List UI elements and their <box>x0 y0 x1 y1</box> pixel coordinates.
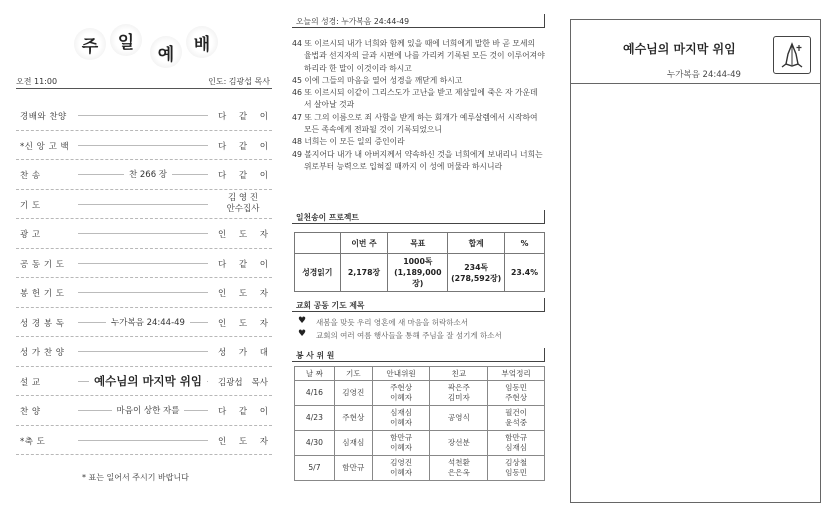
verse: 46 또 이르시되 이같이 그리스도가 고난을 받고 제삼일에 죽은 자 가운데서 살아날 것과 <box>292 88 538 110</box>
stand-note: * 표는 일어서 주시기 바랍니다 <box>82 473 189 482</box>
order-item-name: 경배와 찬양 <box>20 112 67 122</box>
name: 임동민 <box>505 383 528 392</box>
heart-icon: ♥ <box>298 329 307 339</box>
order-item-content-wrap <box>82 160 214 189</box>
verse: 44 또 이르시되 내가 너희와 함께 있을 때에 너희에게 말한 바 곧 모세의 율법과 선지자의 글과 시편에 나를 가리켜 기록된 모든 것이 이루어져야 하리라 한 말이 이것이라 하시고 <box>292 39 545 73</box>
name: 공영식 <box>447 413 470 422</box>
table-row <box>295 381 545 406</box>
list-item <box>16 396 272 426</box>
table-header: 안내위원 <box>372 367 430 381</box>
order-item-content-wrap <box>82 308 214 337</box>
list-item <box>298 317 543 330</box>
responder: 다 같 이 <box>218 141 268 152</box>
list-item <box>16 426 272 456</box>
worship-order-panel <box>14 10 272 500</box>
percent-value: 23.4% <box>505 254 545 292</box>
kitchen-cell <box>488 431 545 456</box>
name: 함만규 <box>505 433 528 442</box>
list-item <box>16 367 272 397</box>
table-row <box>295 254 545 292</box>
order-item-content: 누가복음 24:44-49 <box>106 316 190 328</box>
order-item-name: 성 경 봉 독 <box>20 318 65 329</box>
verse: 47 또 그의 이름으로 죄 사함을 받게 하는 회개가 예루살렘에서 시작하여 모든 족속에게 전파될 것이 기록되었으니 <box>292 112 538 135</box>
title-char: 예 <box>150 36 182 68</box>
order-item-content-wrap <box>82 426 214 455</box>
order-item-content-wrap <box>82 219 214 248</box>
total-cell <box>448 254 505 292</box>
order-item-content: 찬 266 장 <box>124 168 172 180</box>
info-panel <box>292 14 545 494</box>
order-item-content-wrap <box>82 337 214 366</box>
name: 김미자 <box>447 393 470 402</box>
list-item <box>16 190 272 220</box>
table-header: 날 짜 <box>295 367 335 381</box>
name: 석천환 <box>447 458 470 467</box>
usher-cell <box>372 406 430 431</box>
this-week-value: 2,178장 <box>340 254 388 292</box>
table-header: 이번 주 <box>340 233 388 254</box>
order-item-name: *축 도 <box>20 436 46 447</box>
kitchen-cell <box>488 456 545 481</box>
prayer-text: 새봄을 맞듯 우리 영혼에 새 마음을 허락하소서 <box>316 318 468 327</box>
row-label: 성경읽기 <box>295 254 341 292</box>
responder: 다 같 이 <box>218 171 268 181</box>
list-item <box>16 101 272 131</box>
kitchen-cell <box>488 406 545 431</box>
table-row <box>295 406 545 431</box>
order-item-name: 찬 양 <box>20 407 41 417</box>
list-item <box>16 308 272 338</box>
list-item <box>16 249 272 279</box>
order-item-content-wrap <box>82 249 214 278</box>
fellowship-cell <box>430 456 488 481</box>
order-item-name: 기 도 <box>20 200 41 211</box>
service-leader: 인도: 김광섭 목사 <box>208 77 270 86</box>
table-header <box>295 233 341 254</box>
usher-cell <box>372 456 430 481</box>
list-item <box>298 330 543 343</box>
prayer-heading <box>292 298 545 312</box>
service-info <box>16 73 272 89</box>
goal-value: 1000독 <box>403 257 433 266</box>
name: 윤석중 <box>505 418 528 427</box>
heart-icon: ♥ <box>298 316 307 326</box>
table-header: 목표 <box>388 233 448 254</box>
goal-cell <box>388 254 448 292</box>
date-cell: 4/30 <box>295 431 335 456</box>
name: 장선분 <box>447 438 470 447</box>
date-cell: 4/16 <box>295 381 335 406</box>
table-header: 친교 <box>430 367 488 381</box>
name: 이혜자 <box>390 443 413 452</box>
responder: 인 도 자 <box>218 318 268 329</box>
project-heading <box>292 210 545 224</box>
order-item-content: 예수님의 마지막 위임 <box>89 373 207 389</box>
sermon-title: 예수님의 마지막 위임 <box>623 42 736 56</box>
verse: 45 이에 그들의 마음을 열어 성경을 깨닫게 하시고 <box>292 75 463 85</box>
responder: 다 같 이 <box>218 259 268 270</box>
table-row <box>295 456 545 481</box>
date-cell: 5/7 <box>295 456 335 481</box>
praying-hands-icon <box>773 36 811 74</box>
order-item-content: 마음이 상한 자를 <box>112 404 185 416</box>
name: 필건이 <box>505 408 528 417</box>
scripture-heading <box>292 14 545 28</box>
name: 주현상 <box>390 383 413 392</box>
table-header: 합계 <box>448 233 505 254</box>
order-item-content-wrap <box>82 101 214 130</box>
order-list <box>16 101 272 455</box>
prayer-cell: 함만규 <box>334 456 372 481</box>
prayer-cell: 주현상 <box>334 406 372 431</box>
responder: 인 도 자 <box>218 436 268 447</box>
list-item <box>16 278 272 308</box>
goal-pages: (1,189,000장) <box>394 268 442 288</box>
name: 임동민 <box>505 468 528 477</box>
name: 함만규 <box>390 433 413 442</box>
order-item-name: 설 교 <box>20 377 41 388</box>
fellowship-cell <box>430 431 488 456</box>
responder: 인 도 자 <box>218 230 268 240</box>
responder: 인 도 자 <box>218 289 268 299</box>
order-item-name: 성 가 찬 양 <box>20 348 65 358</box>
prayer-list <box>298 317 543 343</box>
order-item-name: 봉 헌 기 도 <box>20 289 65 299</box>
order-item-name: *신 앙 고 백 <box>20 141 70 152</box>
title-char: 배 <box>186 26 218 58</box>
total-value: 234독 <box>464 262 489 272</box>
table-row <box>295 431 545 456</box>
title-char: 일 <box>110 24 142 56</box>
prayer-heading-text: 교회 공동 기도 제목 <box>296 301 365 310</box>
sermon-passage: 누가복음 24:44-49 <box>667 70 741 80</box>
verse: 49 볼지어다 내가 내 아버지께서 약속하신 것을 너희에게 보내리니 너희는 위로부터 능력으로 입혀질 때까지 이 성에 머물라 하시니라 <box>292 149 543 171</box>
table-header: 부엌정리 <box>488 367 545 381</box>
responder: 김광섭 목사 <box>218 377 268 388</box>
sermon-panel <box>570 19 821 503</box>
date-cell: 4/23 <box>295 406 335 431</box>
order-item-content-wrap <box>82 396 214 425</box>
service-time: 오전 11:00 <box>16 77 58 86</box>
name: 곽은주 <box>447 383 470 392</box>
responder: 다 같 이 <box>218 112 268 122</box>
table-header: % <box>505 233 545 254</box>
name: 김영진 <box>390 458 413 467</box>
name: 심재심 <box>390 408 413 417</box>
order-item-name: 공 동 기 도 <box>20 259 65 270</box>
worship-title <box>74 24 244 68</box>
usher-cell <box>372 431 430 456</box>
scripture-verses <box>292 38 545 173</box>
list-item <box>16 337 272 367</box>
prayer-cell: 김영진 <box>334 381 372 406</box>
order-item-content-wrap <box>82 131 214 160</box>
project-table <box>294 232 545 292</box>
responder-line: 안수집사 <box>226 203 260 214</box>
scripture-heading-text: 오늘의 성경: 누가복음 24:44-49 <box>296 17 410 26</box>
servers-heading-text: 봉 사 위 원 <box>296 351 335 360</box>
list-item <box>16 131 272 161</box>
list-item <box>16 160 272 190</box>
responder <box>218 193 268 215</box>
verse: 48 너희는 이 모든 일의 증인이라 <box>292 137 405 147</box>
name: 이혜자 <box>390 393 413 402</box>
name: 이혜자 <box>390 418 413 427</box>
table-header: 기도 <box>334 367 372 381</box>
fellowship-cell <box>430 406 488 431</box>
name: 주현상 <box>505 393 528 402</box>
title-char: 주 <box>74 28 106 60</box>
servers-table <box>294 366 545 481</box>
kitchen-cell <box>488 381 545 406</box>
order-item-content-wrap <box>82 367 214 396</box>
table-header-row <box>295 367 545 381</box>
usher-cell <box>372 381 430 406</box>
sermon-header <box>571 20 820 84</box>
fellowship-cell <box>430 381 488 406</box>
total-pages: (278,592장) <box>451 273 502 283</box>
order-item-content-wrap <box>82 278 214 307</box>
name: 김상철 <box>505 458 528 467</box>
list-item <box>16 219 272 249</box>
name: 심재심 <box>505 443 528 452</box>
table-header-row <box>295 233 545 254</box>
responder: 성 가 대 <box>218 348 268 358</box>
responder-line: 김 영 진 <box>227 192 259 203</box>
project-heading-text: 일천송이 프로젝트 <box>296 213 359 222</box>
prayer-cell: 심재심 <box>334 431 372 456</box>
order-item-content-wrap <box>82 190 214 219</box>
order-item-name: 광 고 <box>20 230 41 240</box>
servers-heading <box>292 348 545 362</box>
prayer-text: 교회의 여러 여름 행사들을 통해 주님을 잘 섬기게 하소서 <box>316 331 502 340</box>
name: 이혜자 <box>390 468 413 477</box>
name: 은은옥 <box>447 468 470 477</box>
order-item-name: 찬 송 <box>20 171 41 181</box>
responder: 다 같 이 <box>218 407 268 417</box>
